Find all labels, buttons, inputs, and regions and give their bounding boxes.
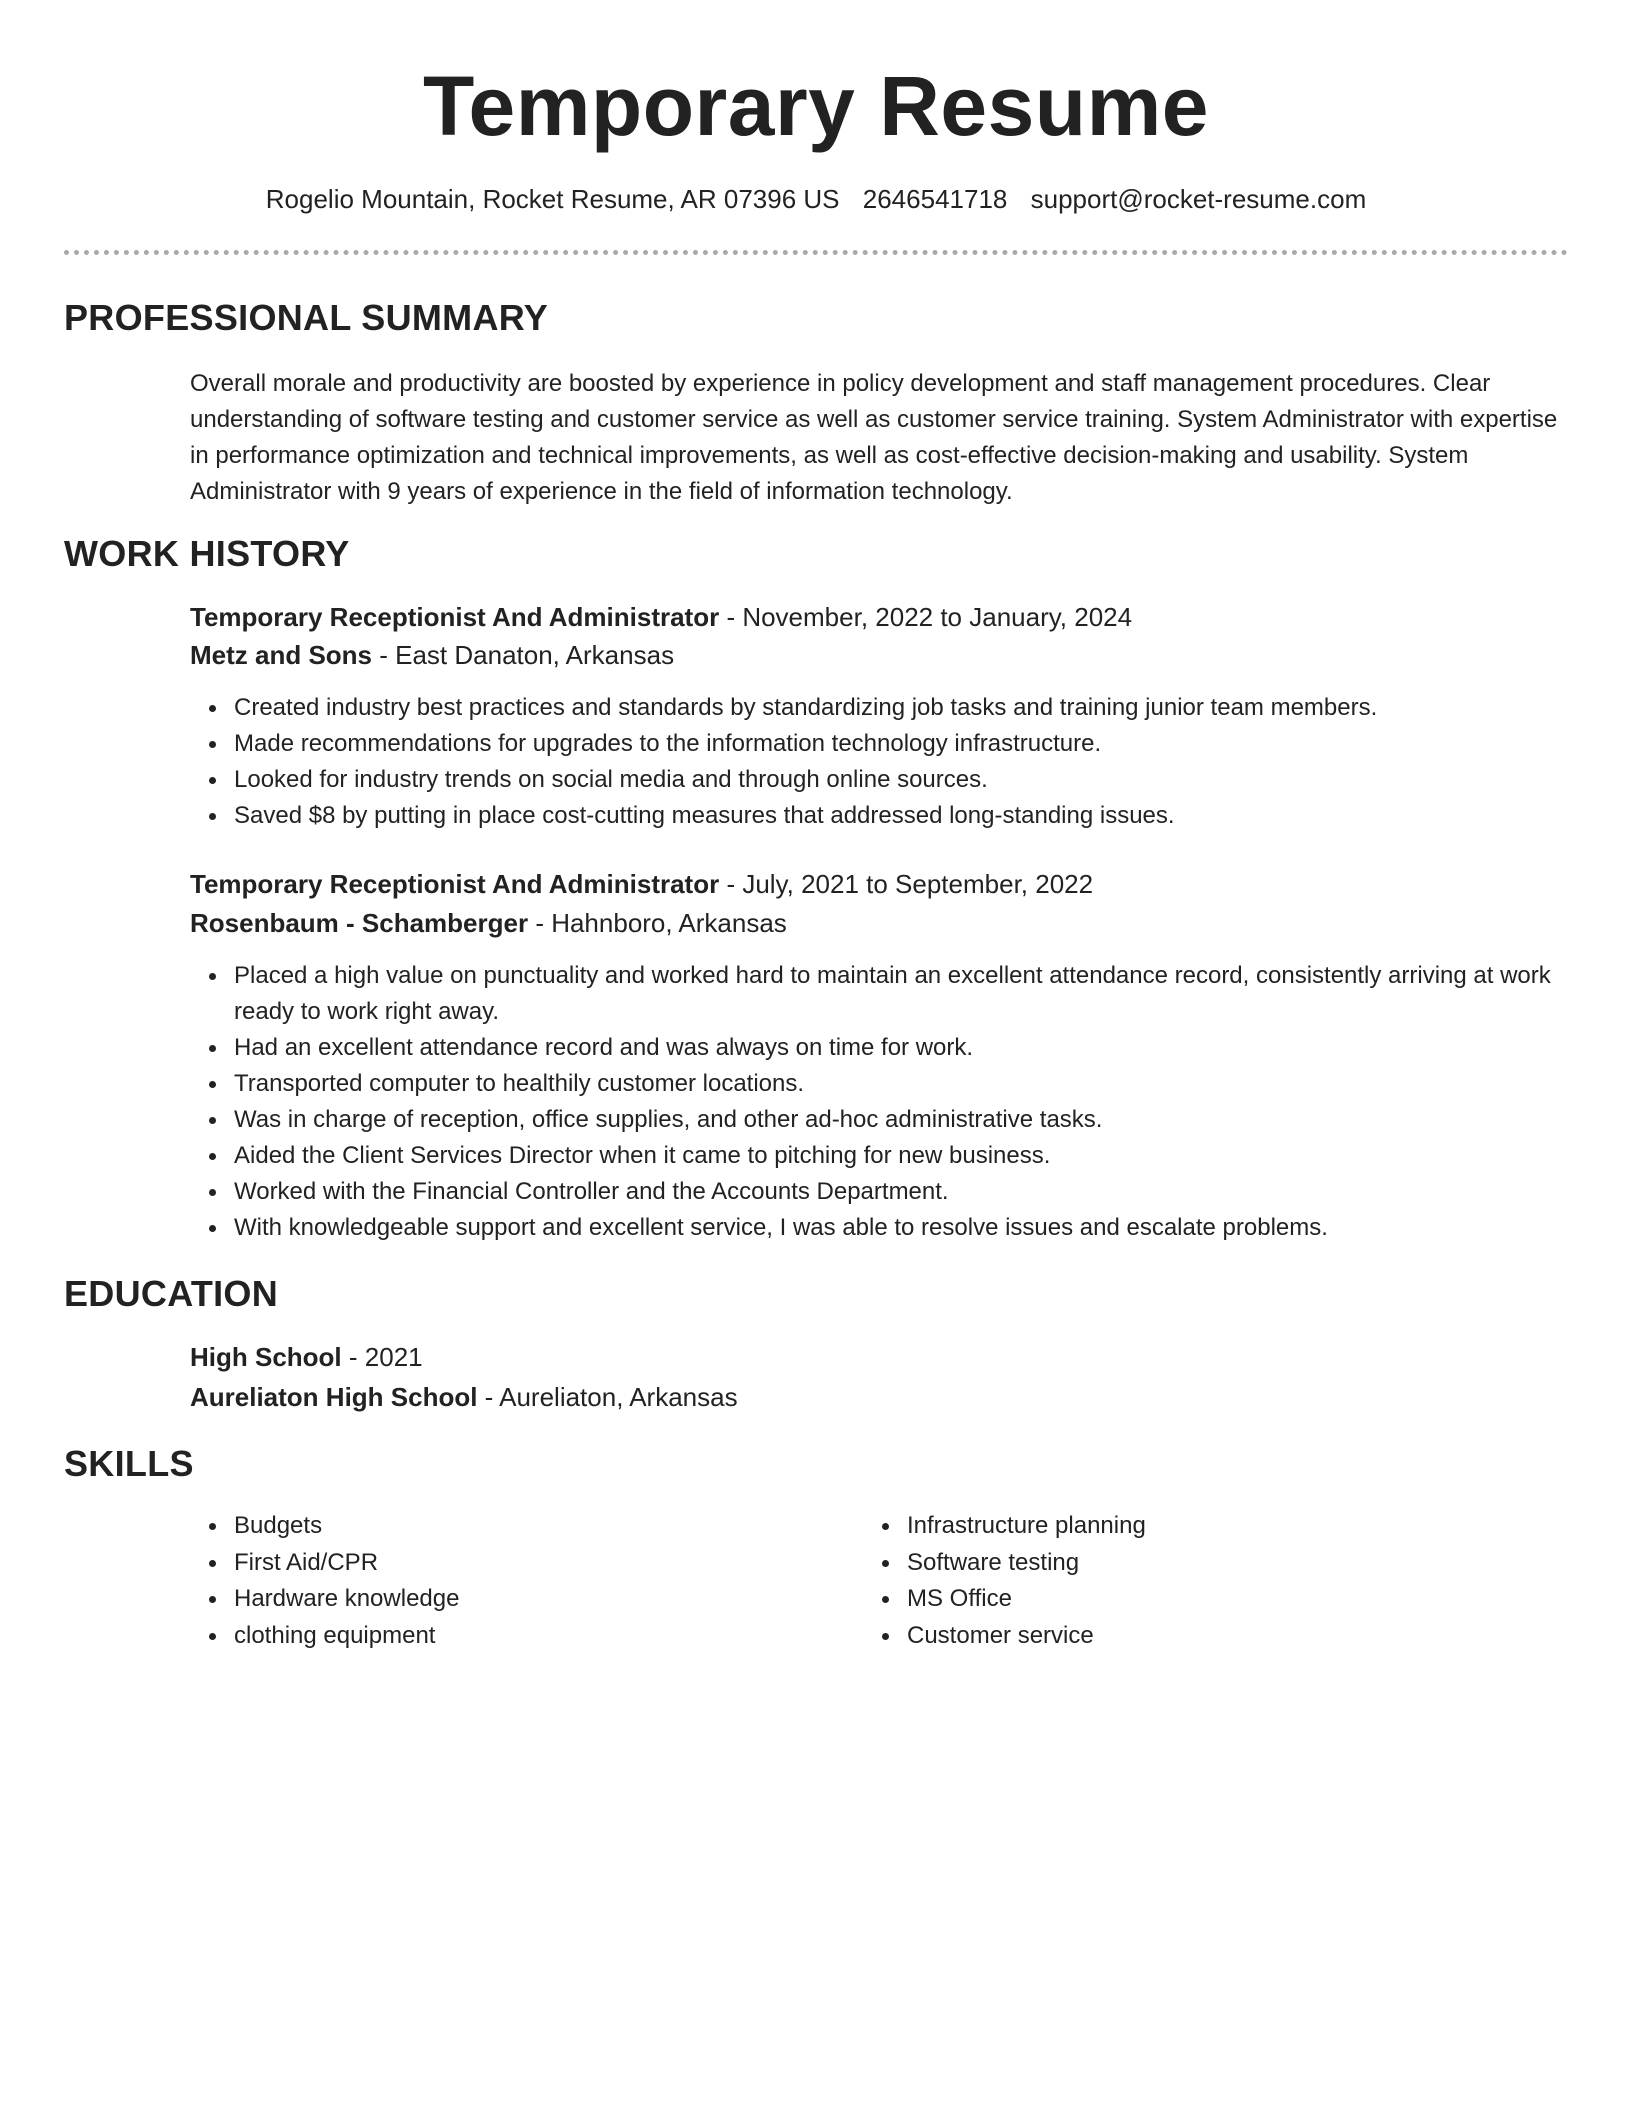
list-item: With knowledgeable support and excellent service, I was able to resolve issues and escalate problems. <box>234 1210 1614 1246</box>
list-item: Worked with the Financial Controller and the Accounts Department. <box>234 1174 1614 1210</box>
list-item: Aided the Client Services Director when it came to pitching for new business. <box>234 1138 1614 1174</box>
education-heading: EDUCATION <box>64 1273 279 1314</box>
skill-item: Hardware knowledge <box>234 1581 459 1618</box>
skills-list-right <box>863 1508 1146 1654</box>
skill-item: clothing equipment <box>234 1618 459 1655</box>
list-item: Had an excellent attendance record and was always on time for work. <box>234 1030 1614 1066</box>
job-1-company-line <box>190 638 674 672</box>
job-2-company-line <box>190 906 787 940</box>
list-item: Saved $8 by putting in place cost-cutting measures that addressed long-standing issues. <box>234 798 1614 834</box>
education-year: - 2021 <box>341 1342 423 1372</box>
contact-phone: 2646541718 <box>862 184 1008 214</box>
skill-item: Software testing <box>907 1545 1146 1582</box>
education-location: - Aureliaton, Arkansas <box>477 1382 738 1412</box>
header-divider <box>64 250 1568 255</box>
job-2-company: Rosenbaum - Schamberger <box>190 908 529 938</box>
skill-item: Budgets <box>234 1508 459 1545</box>
job-1-dates: - November, 2022 to January, 2024 <box>719 602 1133 632</box>
list-item: Was in charge of reception, office supplies, and other ad-hoc administrative tasks. <box>234 1102 1614 1138</box>
list-item: Created industry best practices and standards by standardizing job tasks and training junior team members. <box>234 690 1614 726</box>
list-item: Placed a high value on punctuality and worked hard to maintain an excellent attendance record, consistently arriving at work ready to work right away. <box>234 958 1614 1030</box>
skill-item: Customer service <box>907 1618 1146 1655</box>
summary-heading: PROFESSIONAL SUMMARY <box>64 297 549 338</box>
contact-address: Rogelio Mountain, Rocket Resume, AR 07396 US <box>265 184 840 214</box>
job-2-bullets <box>190 958 1614 1246</box>
education-school: Aureliaton High School <box>190 1382 478 1412</box>
job-1-bullets <box>190 690 1614 834</box>
education-school-line <box>190 1380 738 1414</box>
skills-heading: SKILLS <box>64 1443 194 1484</box>
skills-list-left <box>190 1508 459 1654</box>
job-1-location: - East Danaton, Arkansas <box>372 640 675 670</box>
skill-item: First Aid/CPR <box>234 1545 459 1582</box>
contact-line <box>0 182 1632 216</box>
contact-email: support@rocket-resume.com <box>1030 184 1367 214</box>
education-degree: High School <box>190 1342 342 1372</box>
list-item: Made recommendations for upgrades to the information technology infrastructure. <box>234 726 1614 762</box>
education-degree-line <box>190 1340 423 1374</box>
skill-item: Infrastructure planning <box>907 1508 1146 1545</box>
job-1-title-line <box>190 600 1132 634</box>
skill-item: MS Office <box>907 1581 1146 1618</box>
list-item: Looked for industry trends on social media and through online sources. <box>234 762 1614 798</box>
job-1-role: Temporary Receptionist And Administrator <box>190 602 720 632</box>
job-1-company: Metz and Sons <box>190 640 373 670</box>
resume-name: Temporary Resume <box>422 59 1210 153</box>
job-2-dates: - July, 2021 to September, 2022 <box>719 869 1094 899</box>
list-item: Transported computer to healthily customer locations. <box>234 1066 1614 1102</box>
job-2-location: - Hahnboro, Arkansas <box>528 908 787 938</box>
job-2-title-line <box>190 867 1093 901</box>
summary-text: Overall morale and productivity are boosted by experience in policy development and staff management procedures. Clear understanding of software testing and customer service as well as customer service training. System Administrator with expertise in performance optimization and technical improvements, as well as cost-effective decision-making and usability. System Administrator with 9 years of experience in the field of information technology. <box>190 370 1558 505</box>
job-2-role: Temporary Receptionist And Administrator <box>190 869 720 899</box>
work-history-heading: WORK HISTORY <box>64 533 350 574</box>
